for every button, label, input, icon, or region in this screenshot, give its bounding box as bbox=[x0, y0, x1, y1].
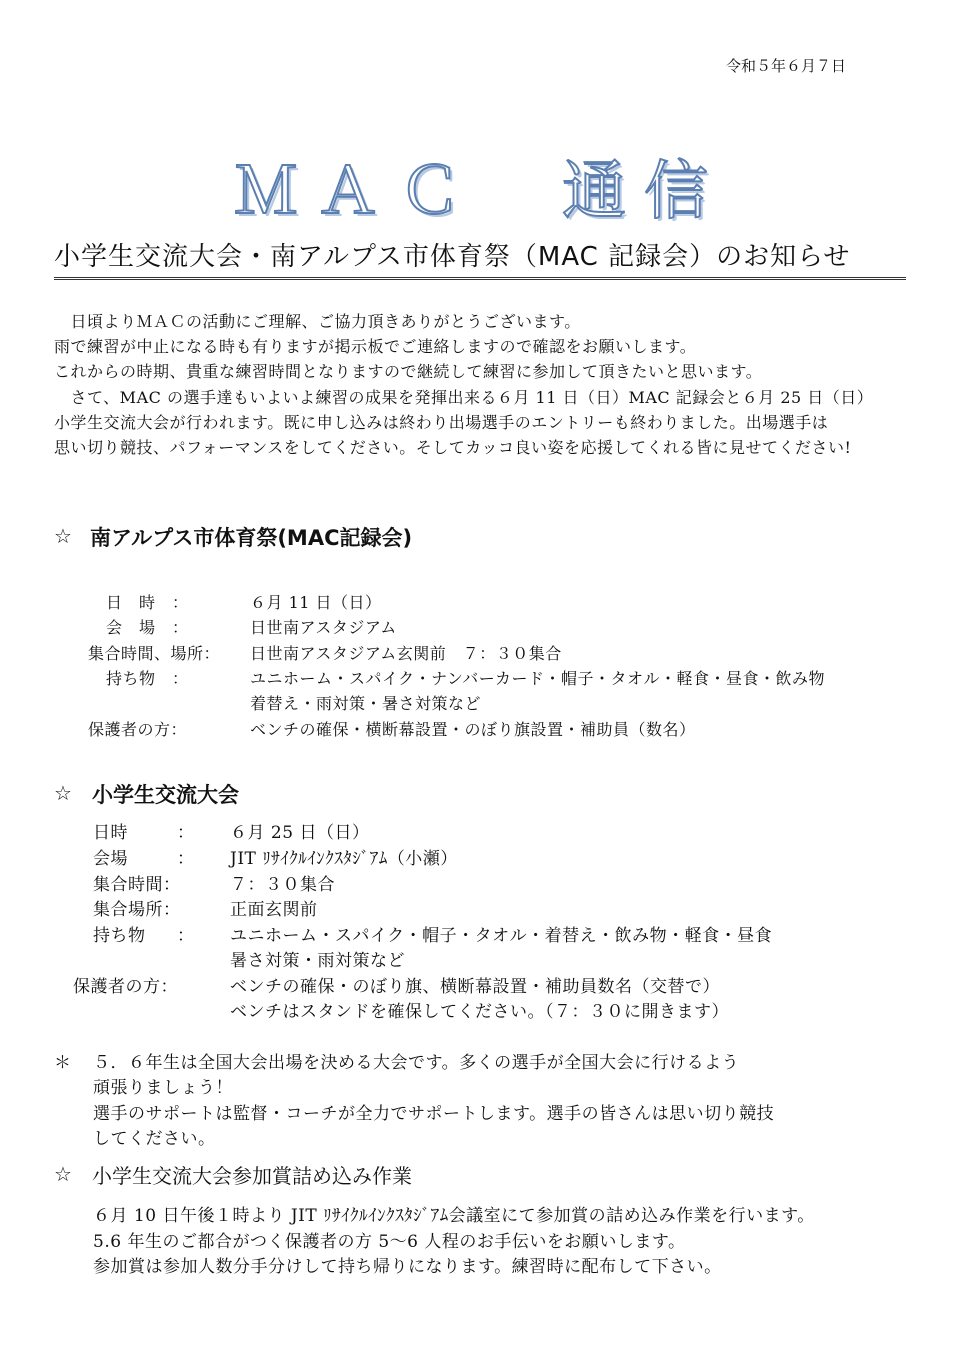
row-value: 暑さ対策・雨対策など bbox=[230, 951, 405, 971]
row-value: ベンチはスタンドを確保してください。（７：３０に開きます） bbox=[230, 1002, 729, 1022]
section-line: 参加賞は参加人数分手分けして持ち帰りになります。練習時に配布して下さい。 bbox=[93, 1257, 722, 1277]
star-icon: ☆ bbox=[54, 1162, 72, 1186]
section-line: 5.6 年生のご都合がつく保護者の方 5～6 人程のお手伝いをお願いします。 bbox=[93, 1232, 686, 1252]
star-icon: ☆ bbox=[54, 781, 72, 805]
star-icon: ☆ bbox=[54, 524, 72, 548]
note-line: してください。 bbox=[93, 1129, 216, 1149]
row-label: 日 時 ： bbox=[106, 593, 189, 612]
row-colon: ： bbox=[177, 926, 195, 946]
row-label: 会場 bbox=[93, 849, 128, 869]
note-line: 頑張りましょう！ bbox=[93, 1078, 233, 1098]
row-label: 集合時間： bbox=[93, 875, 181, 895]
row-label: 保護者の方： bbox=[73, 977, 178, 997]
intro-line: 小学生交流大会が行われます。既に申し込みは終わり出場選手のエントリーも終わりました。出場選手は bbox=[54, 413, 829, 432]
row-label: 集合時間、場所： bbox=[88, 644, 221, 663]
row-value: ６月 25 日（日） bbox=[230, 823, 370, 843]
row-value: ユニホーム・スパイク・帽子・タオル・着替え・飲み物・軽食・昼食 bbox=[230, 926, 773, 946]
asterisk-icon: ＊ bbox=[54, 1053, 72, 1073]
row-colon: ： bbox=[177, 823, 195, 843]
note-line: 選手のサポートは監督・コーチが全力でサポートします。選手の皆さんは思い切り競技 bbox=[93, 1104, 775, 1124]
row-value: JIT ﾘｻｲｸﾙｲﾝｸｽﾀｼﾞｱﾑ（小瀬） bbox=[230, 849, 458, 869]
intro-line: これからの時期、貴重な練習時間となりますので継続して練習に参加して頂きたいと思います。 bbox=[54, 362, 763, 381]
intro-line: 思い切り競技、パフォーマンスをしてください。そしてカッコ良い姿を応援してくれる皆に見せてください! bbox=[54, 438, 852, 457]
intro-line: 日頃よりＭＡＣの活動にご理解、ご協力頂きありがとうございます。 bbox=[54, 312, 581, 331]
row-value: ベンチの確保・のぼり旗、横断幕設置・補助員数名（交替で） bbox=[230, 977, 720, 997]
section-heading: 小学生交流大会 bbox=[92, 783, 239, 807]
row-label: 持ち物 ： bbox=[106, 669, 189, 688]
row-label: 保護者の方： bbox=[88, 720, 188, 739]
row-label: 集合場所： bbox=[93, 900, 181, 920]
row-value: 日世南アスタジアム bbox=[250, 618, 397, 637]
issue-date: 令和５年６月７日 bbox=[726, 57, 847, 75]
intro-line: 雨で練習が中止になる時も有りますが掲示板でご連絡しますので確認をお願いします。 bbox=[54, 337, 697, 356]
newsletter-title: ＭＡＣ 通信 bbox=[234, 155, 726, 229]
row-colon: ： bbox=[177, 849, 195, 869]
row-value: ベンチの確保・横断幕設置・のぼり旗設置・補助員（数名） bbox=[250, 720, 696, 739]
row-value: ７：３０集合 bbox=[230, 875, 335, 895]
row-value: 着替え・雨対策・暑さ対策など bbox=[250, 694, 482, 713]
section-heading: 小学生交流大会参加賞詰め込み作業 bbox=[92, 1164, 412, 1188]
row-value: 日世南アスタジアム玄関前 ７：３０集合 bbox=[250, 644, 562, 663]
section-line: ６月 10 日午後１時より JIT ﾘｻｲｸﾙｲﾝｸｽﾀｼﾞｱﾑ会議室にて参加賞の詰め込み作業を行います。 bbox=[93, 1206, 815, 1226]
intro-line: さて、MAC の選手達もいよいよ練習の成果を発揮出来る６月 11 日（日）MAC 記録会と６月 25 日（日） bbox=[54, 388, 874, 407]
row-label: 会 場 ： bbox=[106, 618, 189, 637]
notice-subtitle: 小学生交流大会・南アルプス市体育祭（MAC 記録会）のお知らせ bbox=[54, 236, 906, 280]
row-value: ユニホーム・スパイク・ナンバーカード・帽子・タオル・軽食・昼食・飲み物 bbox=[250, 669, 825, 688]
row-label: 日時 bbox=[93, 823, 128, 843]
row-value: 正面玄関前 bbox=[230, 900, 318, 920]
section-heading: 南アルプス市体育祭(MAC記録会) bbox=[90, 526, 413, 550]
note-line: ５．６年生は全国大会出場を決める大会です。多くの選手が全国大会に行けるよう bbox=[93, 1053, 740, 1073]
row-value: ６月 11 日（日） bbox=[250, 593, 382, 612]
row-label: 持ち物 bbox=[93, 926, 146, 946]
